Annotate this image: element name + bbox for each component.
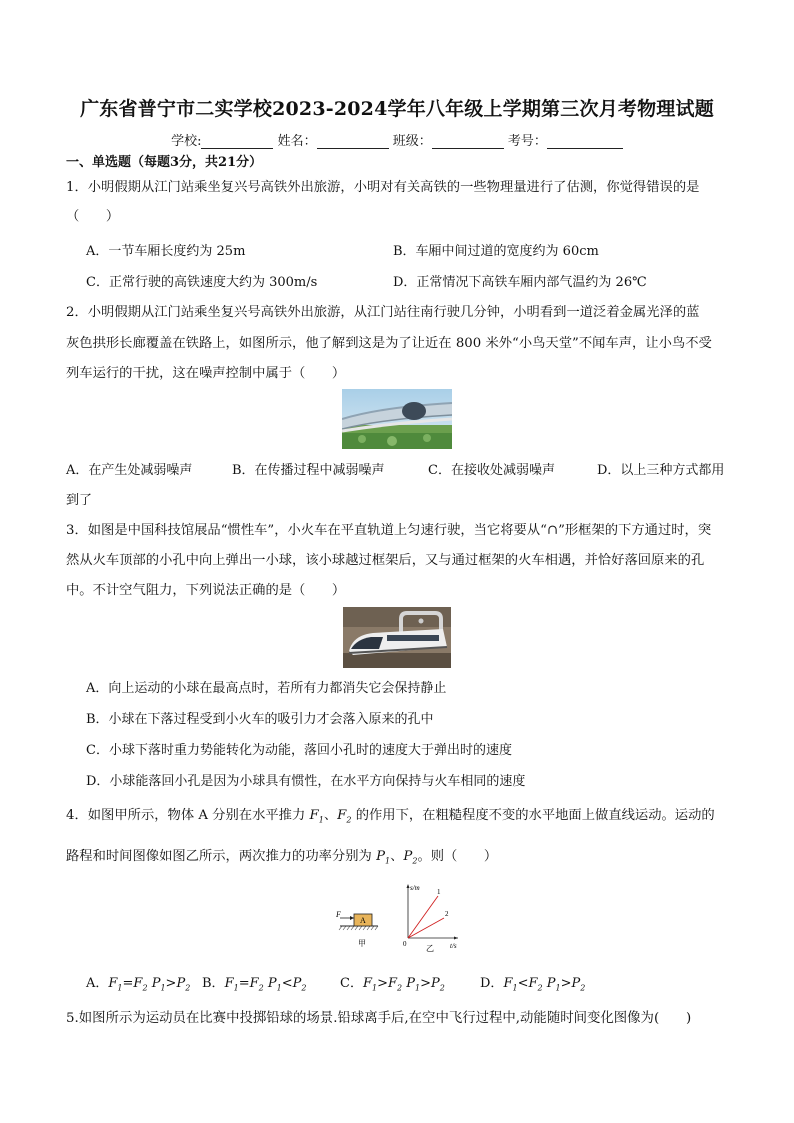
q4-f1: $F_1$ bbox=[309, 808, 324, 825]
q4-option-a: A．$F_1=F_2$ $P_1>P_2$ bbox=[86, 976, 191, 993]
q4-figure bbox=[332, 880, 462, 952]
page-title: 广东省普宁市二实学校2023-2024学年八年级上学期第三次月考物理试题 bbox=[80, 98, 714, 120]
q1-stem-line2: （ ） bbox=[66, 209, 120, 224]
origin-label: 0 bbox=[403, 940, 407, 948]
q1-option-c: C．正常行驶的高铁速度大约为 300m/s bbox=[86, 275, 318, 290]
student-info-line bbox=[0, 130, 794, 149]
q2-option-c: C．在接收处减弱噪声 bbox=[428, 463, 555, 478]
q2-option-d-continued: 到了 bbox=[66, 493, 93, 508]
section-heading: 一、单选题（每题3分，共21分） bbox=[66, 155, 263, 170]
q4-text-1c: 的作用下，在粗糙程度不变的水平地面上做直线运动。运动的 bbox=[355, 808, 715, 823]
fig-yi-label: 乙 bbox=[426, 944, 434, 952]
q3-stem-line2: 然从火车顶部的小孔中向上弹出一小球，该小球越过框架后，又与通过框架的火车相遇，并恰好落回原来的孔 bbox=[66, 553, 705, 568]
graph-line2-label: 2 bbox=[445, 910, 449, 918]
q5-stem: 5.如图所示为运动员在比赛中投掷铅球的场景.铅球离手后,在空中飞行过程中,动能随时间变化图像为( ) bbox=[66, 1011, 692, 1026]
s-axis-label: s/m bbox=[410, 884, 420, 892]
q3-option-b: B．小球在下落过程受到小火车的吸引力才会落入原来的孔中 bbox=[86, 712, 434, 727]
q4-sep2: 、 bbox=[390, 849, 404, 864]
class-blank[interactable] bbox=[432, 134, 504, 149]
q4-option-b: B．$F_1=F_2$ $P_1<P_2$ bbox=[202, 976, 307, 993]
q4-f2: $F_2$ bbox=[337, 808, 352, 825]
q1-stem-line1: 1．小明假期从江门站乘坐复兴号高铁外出旅游，小明对有关高铁的一些物理量进行了估测，你觉得错误的是 bbox=[66, 180, 700, 195]
q4-text-2c: 。则（ ） bbox=[417, 849, 498, 864]
name-label: 姓名： bbox=[277, 134, 317, 149]
number-blank[interactable] bbox=[547, 134, 623, 149]
q3-option-d: D．小球能落回小孔是因为小球具有惯性，在水平方向保持与火车相同的速度 bbox=[86, 774, 526, 789]
line-2 bbox=[408, 918, 444, 938]
q3-stem-line1: 3．如图是中国科技馆展品“惯性车”，小火车在平直轨道上匀速行驶，当它将要从“∩”形框架的下方通过时，突 bbox=[66, 523, 712, 538]
t-axis-label: t/s bbox=[450, 942, 457, 950]
q4-stem-line2 bbox=[66, 847, 497, 872]
number-label: 考号： bbox=[507, 134, 547, 149]
corridor-photo bbox=[342, 389, 452, 449]
name-blank[interactable] bbox=[317, 134, 389, 149]
q2-stem-line1: 2．小明假期从江门站乘坐复兴号高铁外出旅游，从江门站往南行驶几分钟，小明看到一道泛着金属光泽的蓝 bbox=[66, 305, 700, 320]
class-label: 班级： bbox=[392, 134, 432, 149]
q2-option-d: D．以上三种方式都用 bbox=[597, 463, 725, 478]
q1-option-a: A．一节车厢长度约为 25m bbox=[86, 244, 246, 259]
q4-sep: 、 bbox=[323, 808, 338, 823]
line-1 bbox=[408, 896, 438, 938]
fig-jia-label: 甲 bbox=[358, 939, 366, 948]
q2-stem-line2: 灰色拱形长廊覆盖在铁路上，如图所示，他了解到这是为了让近在 800 米外“小鸟天堂”不闻车声，让小鸟不受 bbox=[66, 336, 712, 351]
q2-option-b: B．在传播过程中减弱噪声 bbox=[232, 463, 385, 478]
q1-option-d: D．正常情况下高铁车厢内部气温约为 26℃ bbox=[393, 275, 647, 290]
q4-option-c: C．$F_1>F_2$ $P_1>P_2$ bbox=[340, 976, 445, 993]
q4-option-d: D．$F_1<F_2$ $P_1>P_2$ bbox=[480, 976, 586, 993]
q1-option-b: B．车厢中间过道的宽度约为 60cm bbox=[393, 244, 599, 259]
inertia-train-photo bbox=[343, 607, 451, 668]
q4-text-1a: 4．如图甲所示，物体 A 分别在水平推力 bbox=[66, 808, 306, 823]
q2-option-a: A．在产生处减弱噪声 bbox=[66, 463, 193, 478]
q4-p2: $P_2$ bbox=[403, 849, 418, 866]
q3-stem-line3: 中。不计空气阻力，下列说法正确的是（ ） bbox=[66, 583, 346, 598]
school-blank[interactable] bbox=[201, 134, 273, 149]
q2-stem-line3: 列车运行的干扰，这在噪声控制中属于（ ） bbox=[66, 366, 346, 381]
graph-line1-label: 1 bbox=[437, 888, 441, 896]
q3-option-a: A．向上运动的小球在最高点时，若所有力都消失它会保持静止 bbox=[86, 681, 447, 696]
school-label: 学校: bbox=[171, 134, 202, 149]
fig-a-label: A bbox=[360, 916, 366, 925]
q4-text-2a: 路程和时间图像如图乙所示，两次推力的功率分别为 bbox=[66, 849, 372, 864]
fig-f-label: F bbox=[336, 910, 341, 919]
q4-p1: $P_1$ bbox=[376, 849, 391, 866]
q3-option-c: C．小球下落时重力势能转化为动能，落回小孔时的速度大于弹出时的速度 bbox=[86, 743, 512, 758]
q4-stem-line1 bbox=[66, 806, 715, 831]
